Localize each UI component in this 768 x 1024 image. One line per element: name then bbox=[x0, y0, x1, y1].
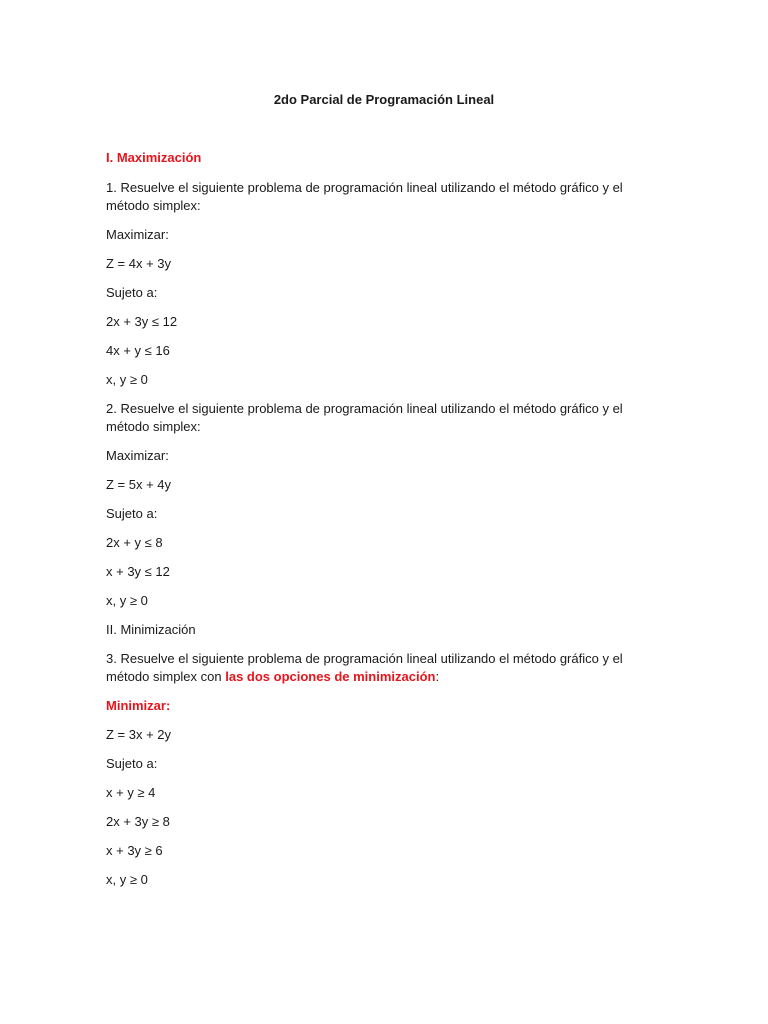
problem-3-objective: Z = 3x + 2y bbox=[106, 727, 172, 742]
problem-2 bbox=[106, 400, 648, 610]
problem-3-objective-label: Minimizar: bbox=[106, 698, 171, 713]
problem-1-subject-label: Sujeto a: bbox=[106, 285, 158, 300]
problem-1-statement: 1. Resuelve el siguiente problema de programación lineal utilizando el método gráfico y el método simplex: bbox=[106, 180, 623, 213]
problem-2-constraint: x + 3y ≤ 12 bbox=[106, 564, 170, 579]
problem-3-constraint: x, y ≥ 0 bbox=[106, 872, 148, 887]
problem-2-constraint: 2x + y ≤ 8 bbox=[106, 535, 163, 550]
problem-2-subject-label: Sujeto a: bbox=[106, 506, 158, 521]
section-heading-minimization: II. Minimización bbox=[106, 622, 196, 637]
problem-3-statement-suffix: : bbox=[435, 669, 440, 684]
document-title: 2do Parcial de Programación Lineal bbox=[273, 92, 495, 107]
problem-3 bbox=[106, 650, 648, 889]
problem-1-constraint: x, y ≥ 0 bbox=[106, 372, 148, 387]
problem-1-constraint: 4x + y ≤ 16 bbox=[106, 343, 170, 358]
problem-3-statement-prefix: 3. Resuelve el siguiente problema de programación lineal utilizando el método gráfico y el método simplex con bbox=[106, 651, 623, 684]
problem-3-constraint: 2x + 3y ≥ 8 bbox=[106, 814, 170, 829]
problem-1-constraint: 2x + 3y ≤ 12 bbox=[106, 314, 178, 329]
problem-2-constraint: x, y ≥ 0 bbox=[106, 593, 148, 608]
problem-2-statement: 2. Resuelve el siguiente problema de programación lineal utilizando el método gráfico y el método simplex: bbox=[106, 401, 623, 434]
problem-3-statement bbox=[106, 650, 648, 686]
problem-3-constraint: x + 3y ≥ 6 bbox=[106, 843, 163, 858]
section-heading-maximization: I. Maximización bbox=[106, 150, 202, 165]
problem-1-objective: Z = 4x + 3y bbox=[106, 256, 172, 271]
problem-3-subject-label: Sujeto a: bbox=[106, 756, 158, 771]
problem-1-objective-label: Maximizar: bbox=[106, 227, 169, 242]
problem-3-constraint: x + y ≥ 4 bbox=[106, 785, 156, 800]
problem-2-objective-label: Maximizar: bbox=[106, 448, 169, 463]
problem-1 bbox=[106, 179, 648, 389]
problem-3-statement-highlight: las dos opciones de minimización bbox=[225, 669, 436, 684]
problem-2-objective: Z = 5x + 4y bbox=[106, 477, 172, 492]
